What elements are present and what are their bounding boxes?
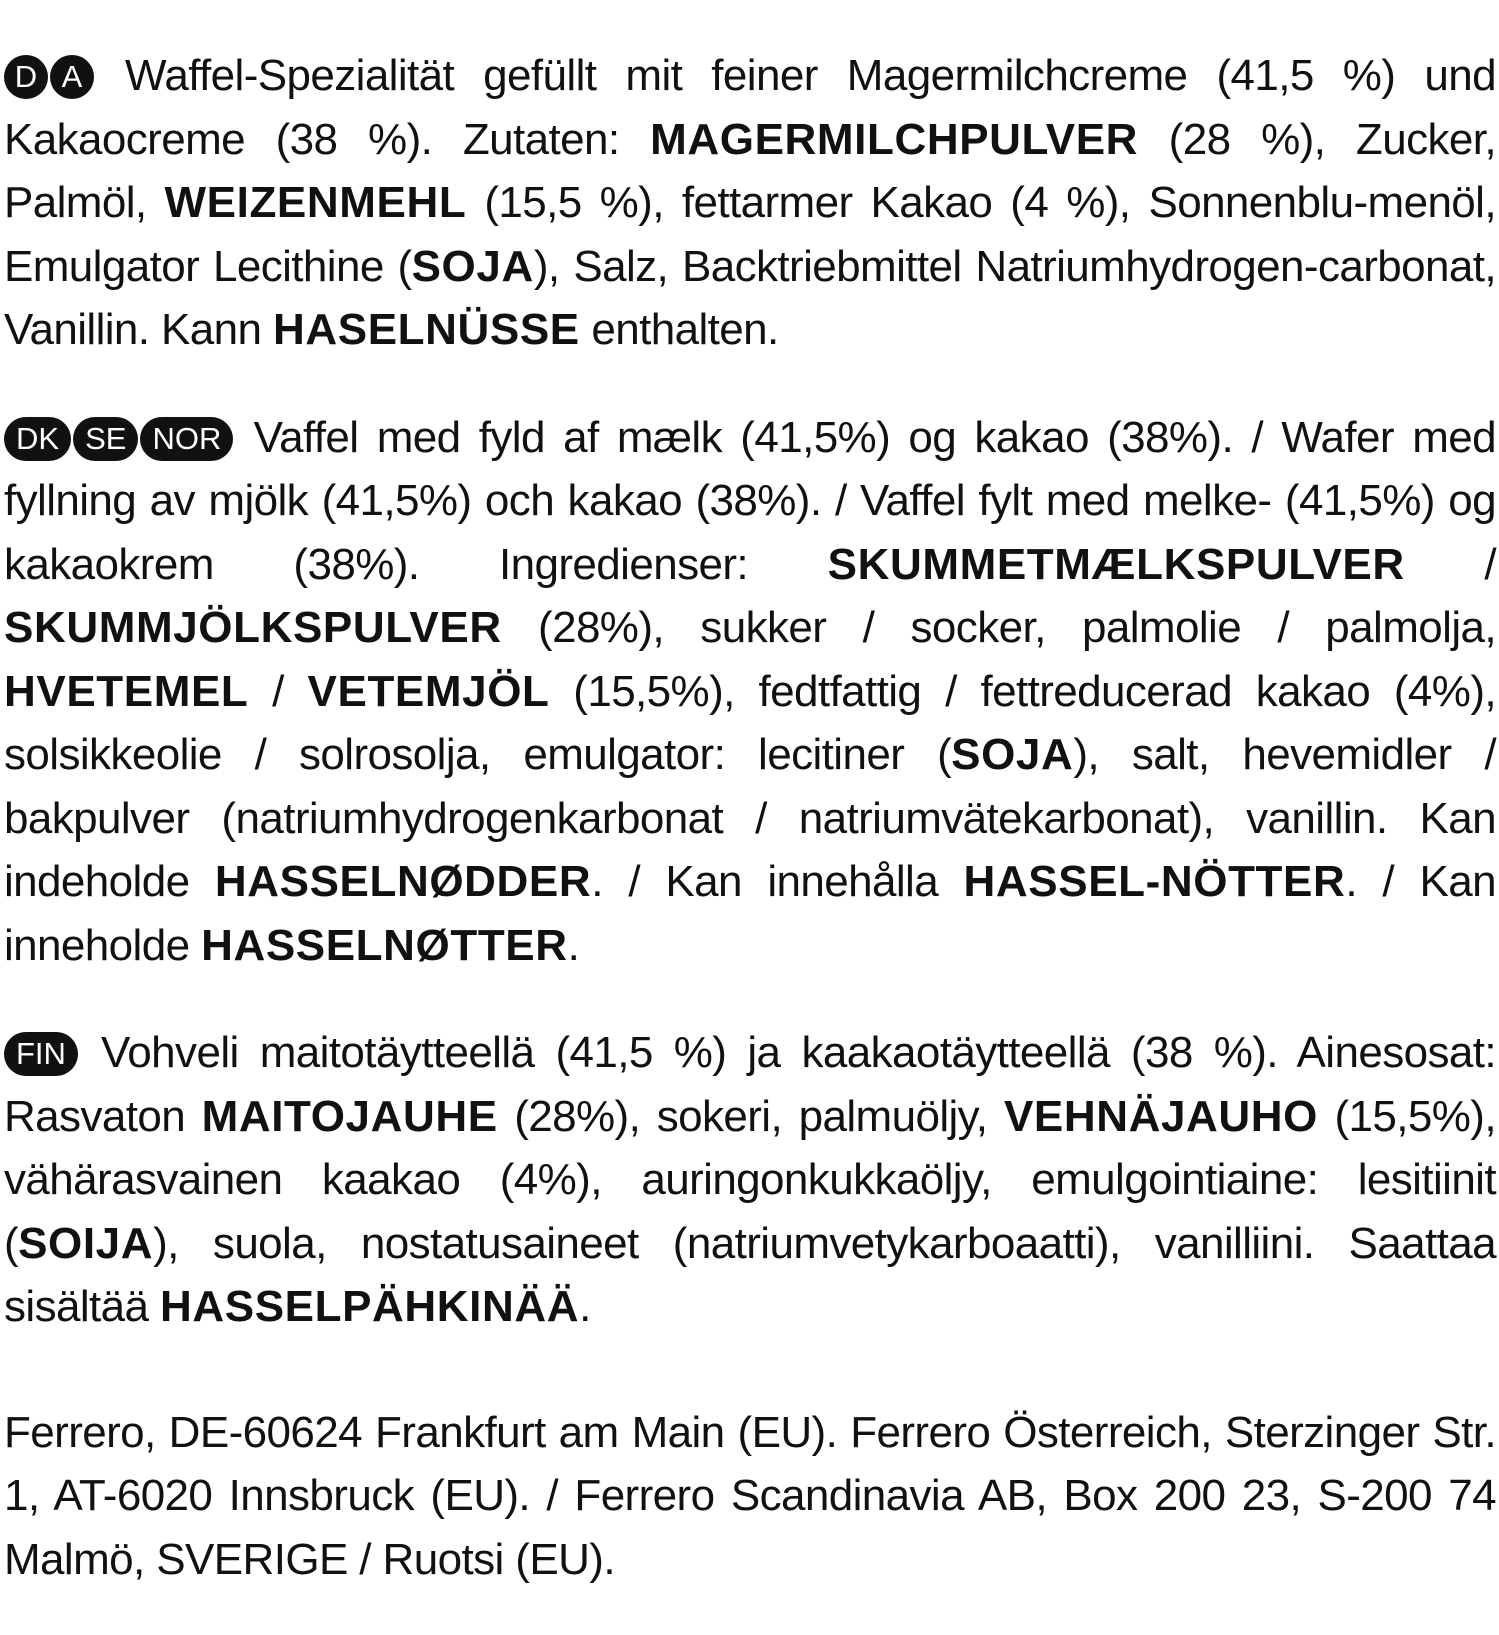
- body-text: (28%), sokeri, palmuöljy,: [497, 1091, 1004, 1141]
- body-text: /: [1404, 539, 1496, 589]
- allergen-text: HASSELPÄHKINÄÄ: [160, 1282, 580, 1331]
- allergen-text: WEIZENMEHL: [164, 178, 467, 227]
- body-text: ), suola, nostatusaineet (natriumvetykarboaatti), vanilliini. Saattaa sisältää: [4, 1218, 1496, 1331]
- body-text: .: [579, 1282, 591, 1331]
- country-badge-dk: DK: [4, 417, 71, 461]
- section-de-at: [4, 44, 1496, 362]
- allergen-text: SKUMMETMÆLKSPULVER: [827, 539, 1405, 589]
- body-text: (28 %), Zucker, Palmöl,: [4, 114, 1496, 227]
- body-text: Vaffel med fyld af mælk (41,5%) og kakao (38%). / Wafer med fyllning av mjölk (41,5%) och kakao (38%). / Vaffel fylt med melke- (41,5%) og kakaokrem (38%). Ingredienser:: [4, 412, 1496, 589]
- allergen-text: VETEMJÖL: [307, 666, 550, 716]
- body-text: Ferrero, DE-60624 Frankfurt am Main (EU). Ferrero Österreich, Sterzinger Str. 1, AT-6020 Innsbruck (EU). / Ferrero Scandinavia AB, Box 200 23, S-200 74 Malmö, SVERIGE / Ruotsi (EU).: [4, 1407, 1496, 1584]
- ingredient-label: [4, 0, 1496, 1635]
- allergen-text: HASSELNØTTER: [201, 920, 568, 970]
- allergen-text: HASSELNØDDER: [214, 857, 592, 906]
- allergen-text: MAGERMILCHPULVER: [650, 114, 1139, 164]
- body-text: Vohveli maitotäytteellä (41,5 %) ja kaakaotäytteellä (38 %). Ainesosat: Rasvaton: [4, 1028, 1496, 1141]
- section-fin: [4, 1021, 1496, 1339]
- body-text: .: [567, 920, 580, 970]
- allergen-text: HASSEL-NÖTTER: [963, 857, 1346, 906]
- body-text: ), salt, hevemidler / bakpulver (natriumhydrogenkarbonat / natriumvätekarbonat), vanillin. Kan indeholde: [4, 730, 1496, 906]
- body-text: ), Salz, Backtriebmittel Natriumhydrogen-carbonat, Vanillin. Kann: [4, 241, 1496, 354]
- body-text: /: [248, 666, 308, 716]
- country-badge-d: D: [4, 55, 48, 99]
- body-text: Waffel-Spezialität gefüllt mit feiner Magermilchcreme (41,5 %) und Kakaocreme (38 %). Zutaten:: [4, 51, 1496, 164]
- body-text: enthalten.: [579, 305, 779, 354]
- allergen-text: SOJA: [951, 730, 1074, 779]
- allergen-text: MAITOJAUHE: [201, 1091, 498, 1141]
- allergen-text: HASELNÜSSE: [273, 305, 580, 354]
- country-badge-a: A: [50, 55, 94, 99]
- country-badge-nor: NOR: [140, 417, 233, 461]
- body-text: . / Kan innehålla: [591, 857, 964, 906]
- country-badge-se: SE: [73, 417, 138, 461]
- body-text: (15,5 %), fettarmer Kakao (4 %), Sonnenblu-menöl, Emulgator Lecithine (: [4, 178, 1496, 291]
- body-text: (15,5%), vähärasvainen kaakao (4%), auringonkukkaöljy, emulgointiaine: lesitiinit (: [4, 1091, 1496, 1268]
- allergen-text: HVETEMEL: [4, 666, 249, 716]
- allergen-text: SOIJA: [18, 1218, 154, 1268]
- section-address: [4, 1401, 1496, 1592]
- allergen-text: VEHNÄJAUHO: [1003, 1091, 1318, 1141]
- country-badge-fin: FIN: [4, 1032, 78, 1076]
- allergen-text: SOJA: [411, 241, 534, 291]
- body-text: . / Kan inneholde: [4, 857, 1496, 970]
- body-text: (28%), sukker / socker, palmolie / palmolja,: [501, 603, 1496, 652]
- section-dk-se-nor: [4, 406, 1496, 978]
- body-text: (15,5%), fedtfattig / fettreducerad kakao (4%), solsikkeolie / solrosolja, emulgator: lecitiner (: [4, 666, 1497, 779]
- allergen-text: SKUMMJÖLKSPULVER: [4, 603, 502, 652]
